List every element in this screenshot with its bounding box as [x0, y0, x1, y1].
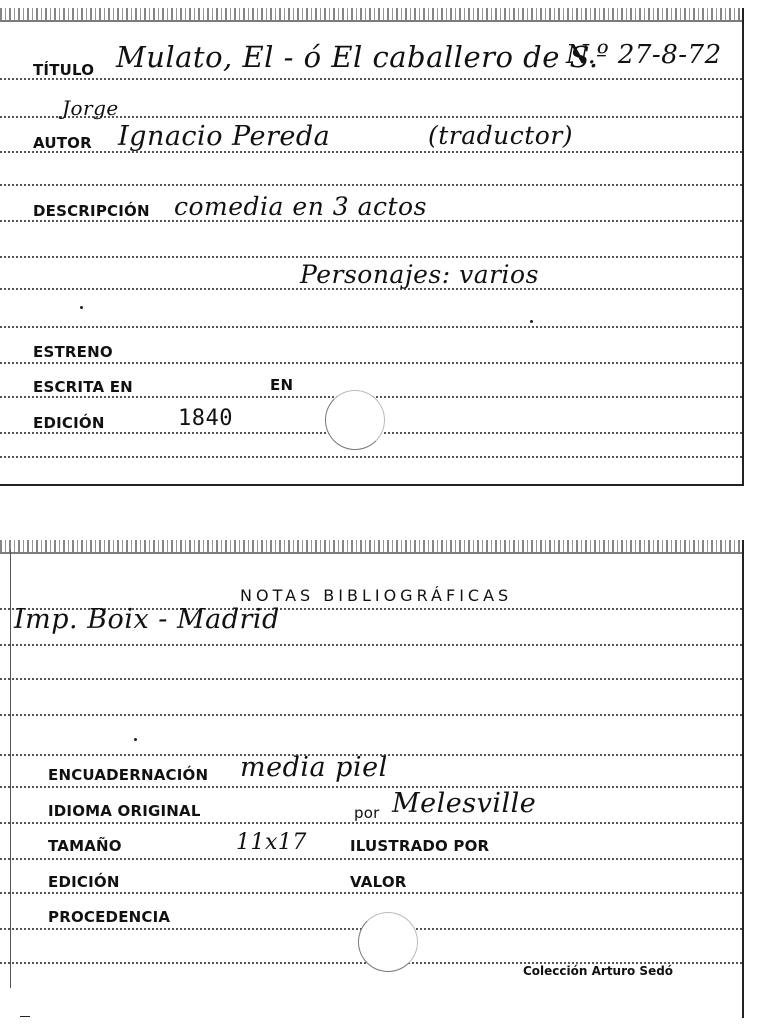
handwritten-autor-nombre: Jorge [62, 96, 119, 120]
card-border-left [10, 550, 11, 988]
card-bottom-edge [0, 484, 744, 486]
rule-line [0, 714, 742, 716]
ink-speck [80, 306, 83, 309]
label-encuadernacion: ENCUADERNACIÓN [48, 766, 209, 784]
handwritten-encuadernacion: media piel [240, 752, 388, 783]
handwritten-personajes: Personajes: varios [300, 260, 539, 289]
label-autor: AUTOR [33, 134, 92, 152]
punch-hole [325, 390, 385, 450]
handwritten-tamano: 11x17 [236, 830, 307, 855]
rule-line [0, 822, 742, 824]
label-edicion: EDICIÓN [48, 873, 120, 891]
label-estreno: ESTRENO [33, 343, 113, 361]
label-en: EN [270, 376, 294, 394]
handwritten-descripcion: comedia en 3 actos [174, 192, 427, 221]
collection-footer: Colección Arturo Sedó [523, 964, 674, 978]
rule-line [0, 362, 742, 364]
label-titulo: TÍTULO [33, 61, 95, 79]
handwritten-notas: Imp. Boix - Madrid [14, 604, 280, 635]
rule-line [0, 184, 742, 186]
handwritten-autor-original: Melesville [392, 788, 537, 819]
handwritten-autor: Ignacio Pereda [118, 121, 331, 152]
card-border-right [742, 540, 744, 1018]
rule-line [0, 892, 742, 894]
rule-line [0, 678, 742, 680]
rule-line [0, 78, 742, 80]
rule-line [0, 456, 742, 458]
label-por: por [354, 804, 380, 822]
label-descripcion: DESCRIPCIÓN [33, 202, 150, 220]
handwritten-edicion: 1840 [178, 406, 233, 431]
card-border-right [742, 8, 744, 486]
section-heading: NOTAS BIBLIOGRÁFICAS [240, 586, 513, 605]
catalog-card-back [0, 540, 744, 1018]
ink-speck [530, 320, 533, 323]
scan-mark [20, 1016, 30, 1017]
catalog-card-front [0, 8, 744, 486]
handwritten-traductor: (traductor) [428, 121, 574, 150]
rule-line [0, 858, 742, 860]
rule-line [0, 151, 742, 153]
rule-line [0, 256, 742, 258]
handwritten-titulo: Mulato, El - ó El caballero de S. [116, 40, 599, 74]
label-edicion: EDICIÓN [33, 414, 105, 432]
punch-hole [358, 912, 418, 972]
rule-line [0, 326, 742, 328]
label-procedencia: PROCEDENCIA [48, 908, 171, 926]
rule-line [0, 786, 742, 788]
rule-line [0, 644, 742, 646]
handwritten-numero: N.º 27-8-72 [566, 40, 722, 70]
scan-edge-top [0, 540, 744, 554]
scan-edge-top [0, 8, 744, 22]
label-idioma-original: IDIOMA ORIGINAL [48, 802, 201, 820]
label-ilustrado-por: ILUSTRADO POR [350, 837, 490, 855]
label-tamano: TAMAÑO [48, 837, 122, 855]
ink-speck [134, 738, 137, 741]
label-escrita-en: ESCRITA EN [33, 378, 133, 396]
label-valor: VALOR [350, 873, 407, 891]
